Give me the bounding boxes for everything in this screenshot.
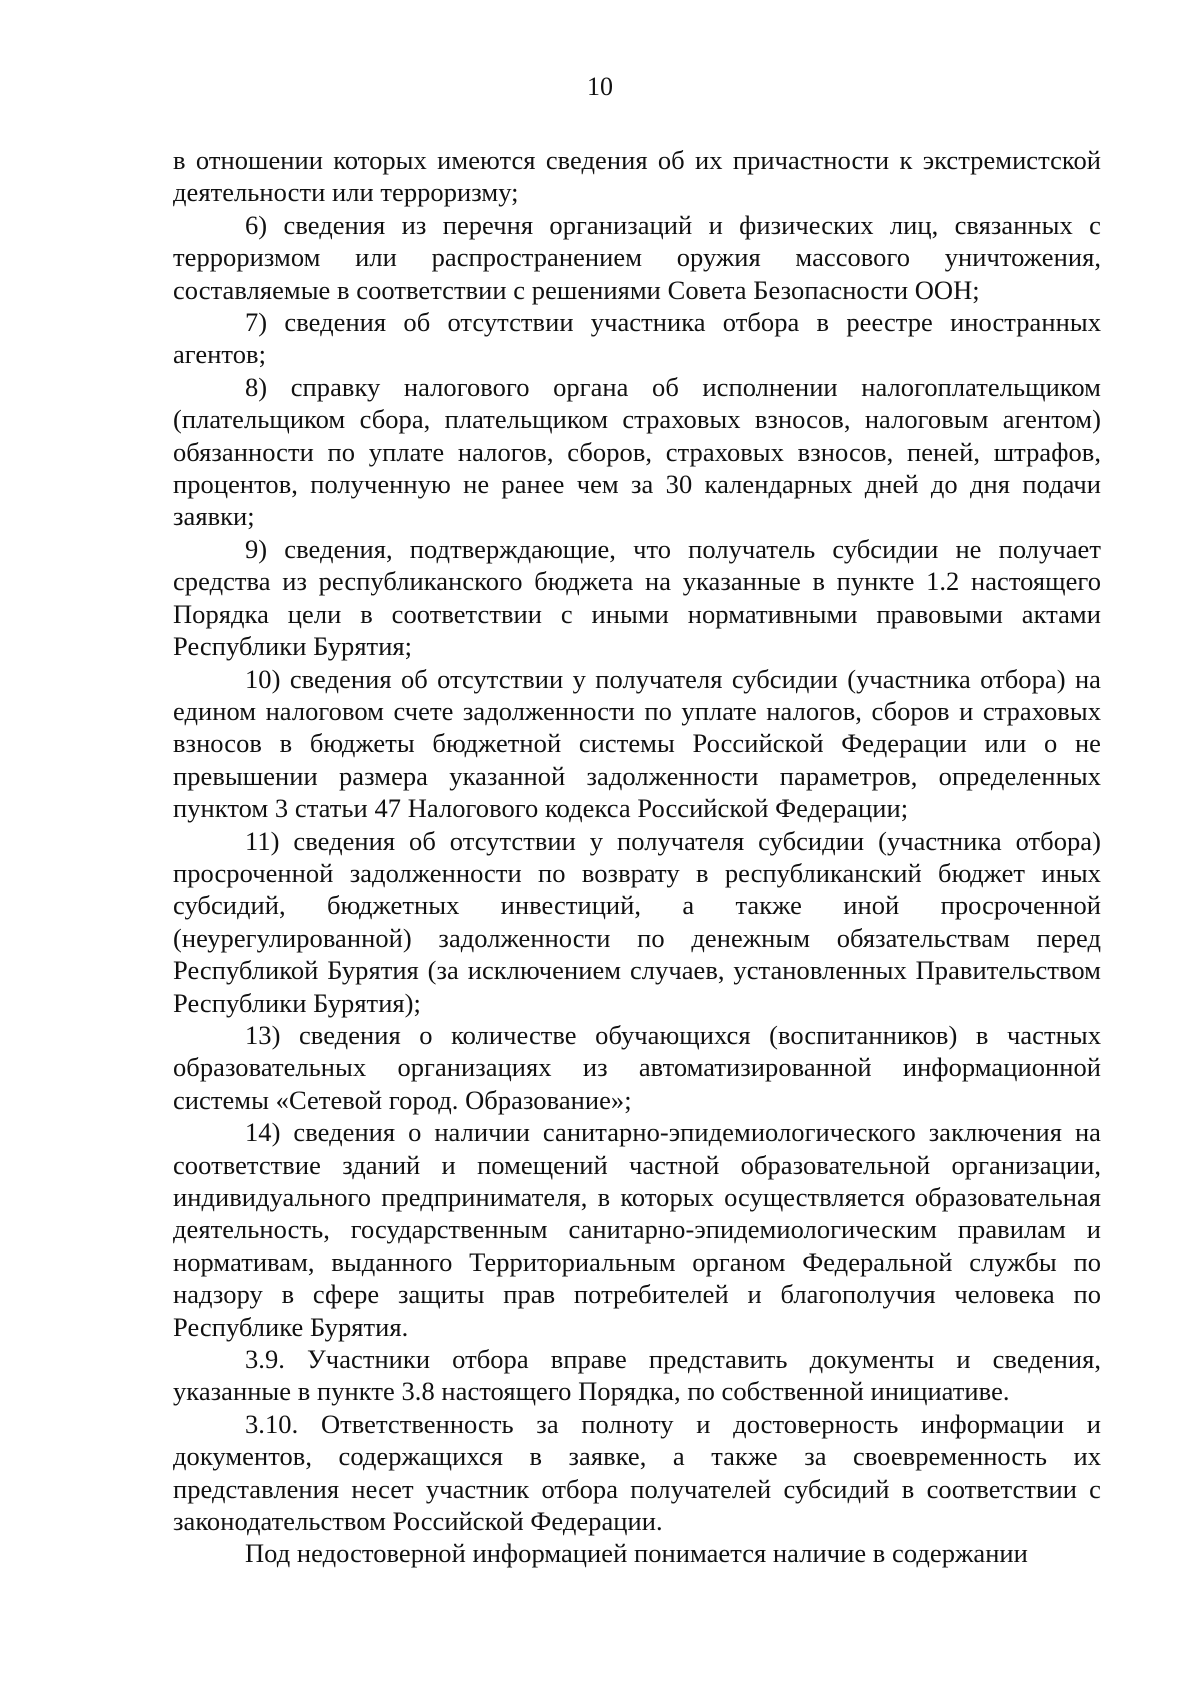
list-item-9: 9) сведения, подтверждающие, что получатель субсидии не получает средства из республиканского бюджета на указанные в пункте 1.2 настоящего Порядка цели в соответствии с иными нормативными правовыми актами Республики Бурятия; [173, 533, 1101, 662]
document-body [173, 144, 1101, 1570]
paragraph-definition: Под недостоверной информацией понимается наличие в содержании [245, 1538, 1028, 1569]
list-item-14: 14) сведения о наличии санитарно-эпидемиологического заключения на соответствие зданий и помещений частной образовательной организации, индивидуального предпринимателя, в которых осуществляется образовательная деятельность, государственным санитарно-эпидемиологическим правилам и нормативам, выданного Территориальным органом Федеральной службы по надзору в сфере защиты прав потребителей и благополучия человека по Республике Бурятия. [173, 1117, 1101, 1342]
list-item-6: 6) сведения из перечня организаций и физических лиц, связанных с терроризмом или распространением оружия массового уничтожения, составляемые в соответствии с решениями Совета Безопасности ООН; [173, 209, 1101, 305]
list-item-10: 10) сведения об отсутствии у получателя субсидии (участника отбора) на едином налоговом счете задолженности по уплате налогов, сборов и страховых взносов в бюджеты бюджетной системы Российской Федерации или о не превышении размера указанной задолженности параметров, определенных пунктом 3 статьи 47 Налогового кодекса Российской Федерации; [173, 663, 1101, 824]
clause-3-10: 3.10. Ответственность за полноту и достоверность информации и документов, содержащихся в заявке, а также за своевременность их представления несет участник отбора получателей субсидий в соответствии с законодательством Российской Федерации. [173, 1408, 1101, 1537]
paragraph-continuation: в отношении которых имеются сведения об их причастности к экстремистской деятельности или терроризму; [173, 145, 1101, 208]
clause-3-9: 3.9. Участники отбора вправе представить документы и сведения, указанные в пункте 3.8 настоящего Порядка, по собственной инициативе. [173, 1344, 1101, 1407]
list-item-7: 7) сведения об отсутствии участника отбора в реестре иностранных агентов; [173, 307, 1101, 370]
list-item-13: 13) сведения о количестве обучающихся (воспитанников) в частных образовательных организациях из автоматизированной информационной системы «Сетевой город. Образование»; [173, 1019, 1101, 1115]
page-number: 10 [587, 72, 613, 101]
list-item-11: 11) сведения об отсутствии у получателя субсидии (участника отбора) просроченной задолженности по возврату в республиканский бюджет иных субсидий, бюджетных инвестиций, а также иной просроченной (неурегулированной) задолженности по денежным обязательствам перед Республикой Бурятия (за исключением случаев, установленных Правительством Республики Бурятия); [173, 825, 1101, 1018]
list-item-8: 8) справку налогового органа об исполнении налогоплательщиком (плательщиком сбора, плательщиком страховых взносов, налоговым агентом) обязанности по уплате налогов, сборов, страховых взносов, пеней, штрафов, процентов, полученную не ранее чем за 30 календарных дней до дня подачи заявки; [173, 371, 1101, 532]
